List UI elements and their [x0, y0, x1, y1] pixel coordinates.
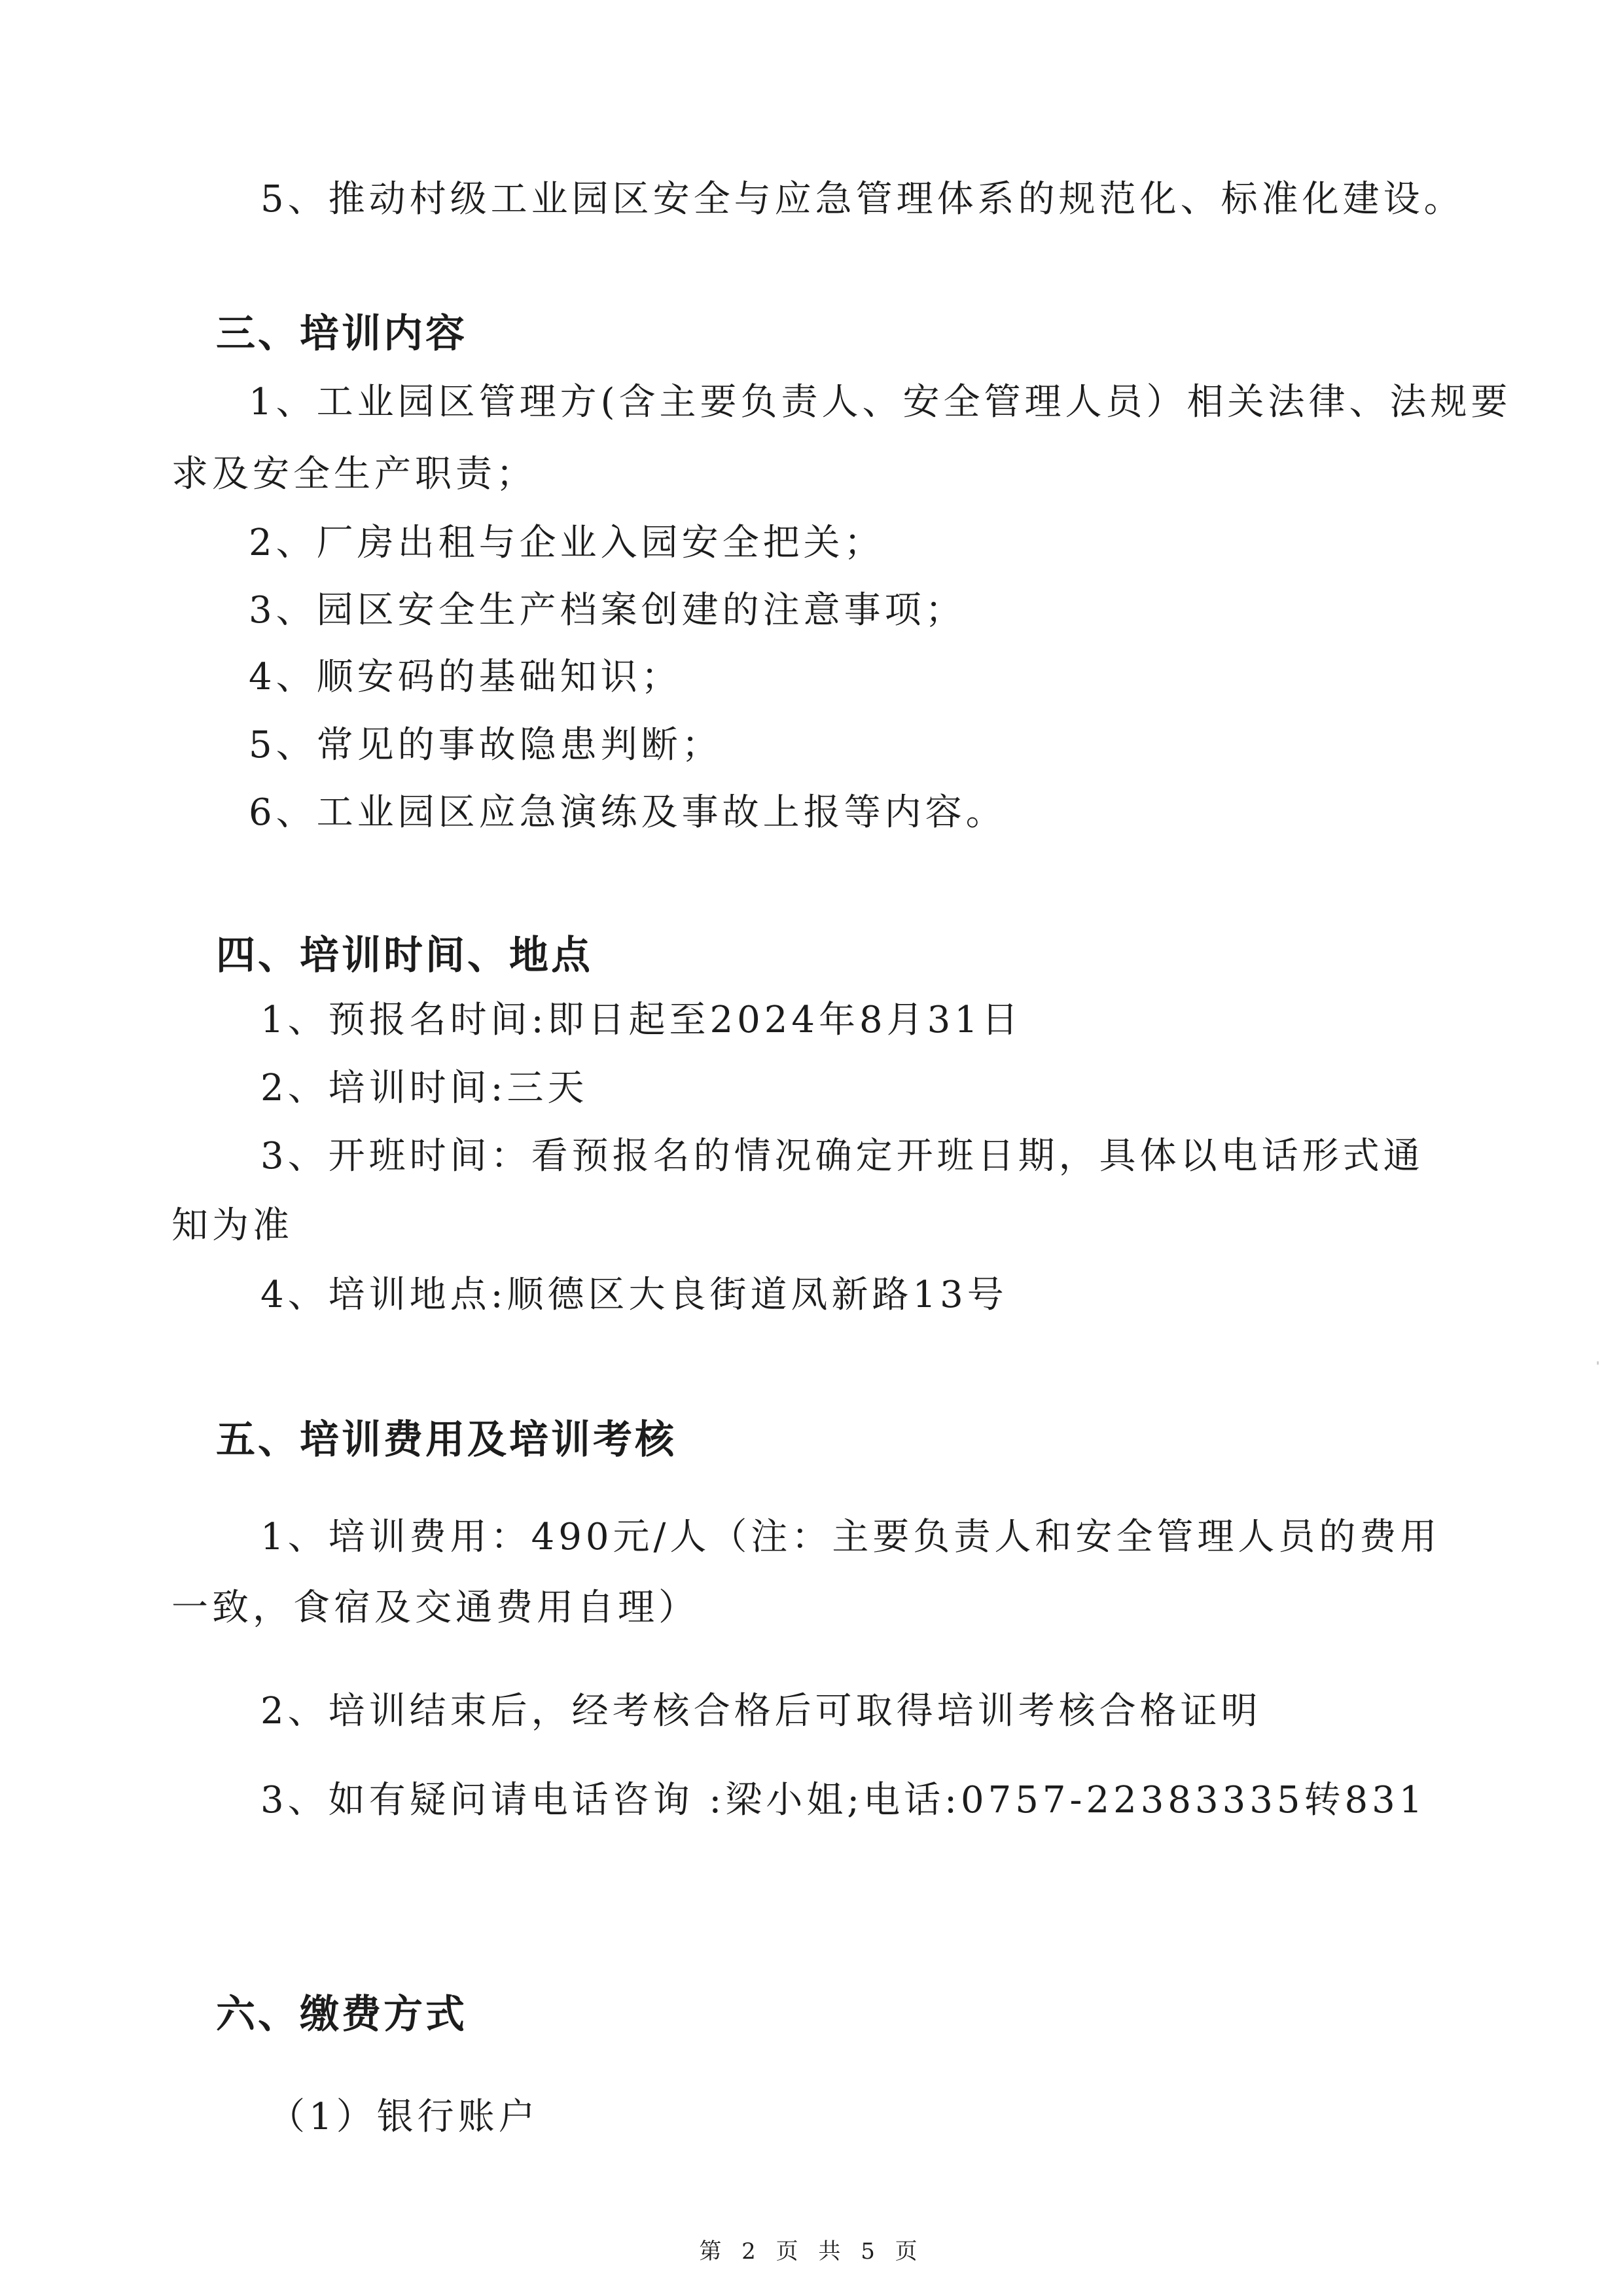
section-heading-training-content: 三、培训内容 — [216, 311, 467, 357]
time-item-3-line-1: 3、开班时间：看预报名的情况确定开班日期，具体以电话形式通 — [260, 1135, 1424, 1177]
content-item-3: 3、园区安全生产档案创建的注意事项； — [249, 589, 966, 632]
content-item-6: 6、工业园区应急演练及事故上报等内容。 — [249, 791, 1007, 834]
time-item-1: 1、预报名时间:即日起至2024年8月31日 — [260, 999, 1022, 1041]
fee-item-1-line-2: 一致，食宿及交通费用自理） — [171, 1587, 699, 1629]
content-item-1-line-2: 求及安全生产职责； — [171, 453, 537, 495]
content-item-4: 4、顺安码的基础知识； — [249, 656, 682, 698]
time-item-3-line-2: 知为准 — [171, 1204, 293, 1247]
content-item-2: 2、厂房出租与企业入园安全把关； — [249, 522, 885, 564]
payment-item-bank-account: （1）银行账户 — [268, 2096, 539, 2138]
fee-item-3: 3、如有疑问请电话咨询 :梁小姐;电话:0757-22383335转831 — [260, 1779, 1427, 1821]
fee-item-1-line-1: 1、培训费用：490元/人（注：主要负责人和安全管理人员的费用 — [260, 1516, 1441, 1558]
time-item-4: 4、培训地点:顺德区大良街道凤新路13号 — [260, 1274, 1008, 1316]
section-heading-fee-assessment: 五、培训费用及培训考核 — [216, 1417, 677, 1463]
content-item-5: 5、常见的事故隐患判断； — [249, 724, 722, 766]
page-footer: 第 2 页 共 5 页 — [699, 2238, 924, 2265]
scan-speck — [1597, 1361, 1599, 1365]
section-heading-payment-method: 六、缴费方式 — [216, 1992, 467, 2037]
content-item-1-line-1: 1、工业园区管理方(含主要负责人、安全管理人员）相关法律、法规要 — [249, 381, 1512, 423]
fee-item-2: 2、培训结束后，经考核合格后可取得培训考核合格证明 — [260, 1690, 1262, 1732]
section-heading-time-location: 四、培训时间、地点 — [216, 933, 593, 978]
item-5-standardization: 5、推动村级工业园区安全与应急管理体系的规范化、标准化建设。 — [260, 178, 1465, 221]
time-item-2: 2、培训时间:三天 — [260, 1067, 588, 1109]
